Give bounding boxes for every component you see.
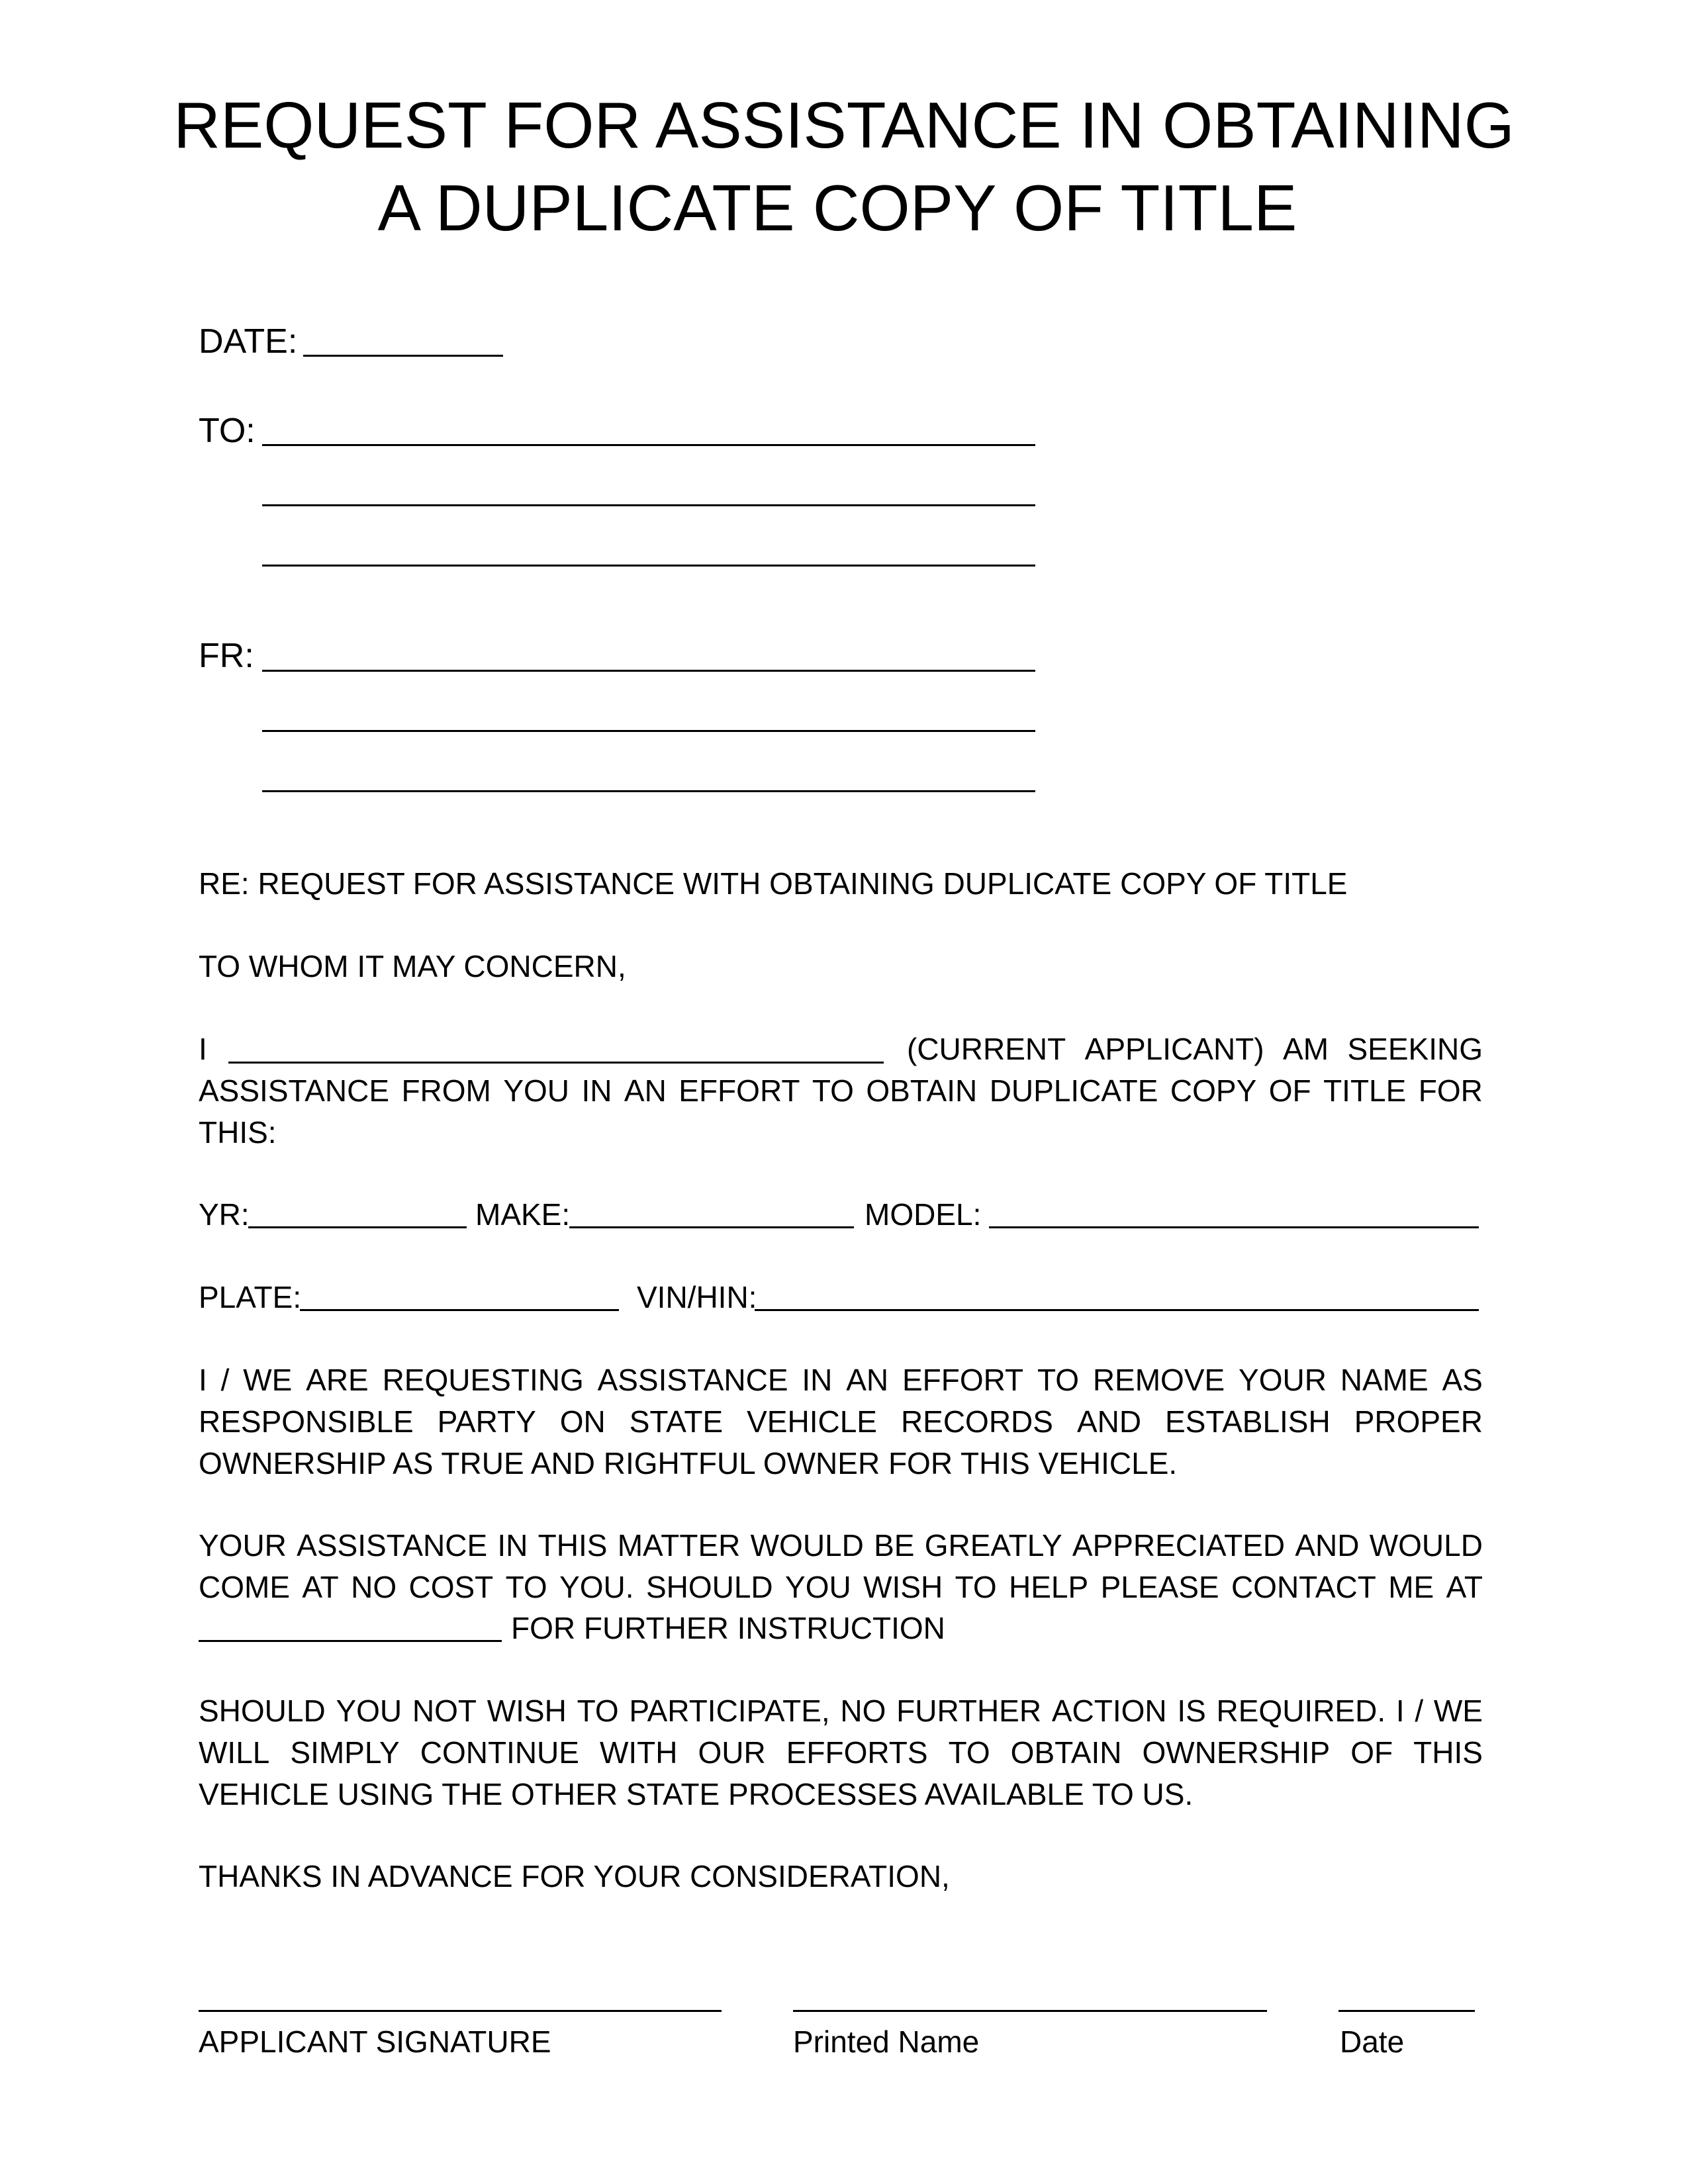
- p1-line-2: [199, 1075, 1483, 1106]
- year-field[interactable]: [248, 1226, 467, 1228]
- p2-word: NAME: [1340, 1363, 1429, 1397]
- from-label: FR:: [199, 637, 254, 675]
- p1-word: OBTAIN: [866, 1073, 978, 1108]
- p3-word: AND: [1295, 1528, 1360, 1563]
- p4-word: YOU: [336, 1694, 402, 1728]
- p4-word: NOT: [412, 1694, 477, 1728]
- p1-word: SEEKING: [1347, 1032, 1483, 1066]
- p3-word: IN: [497, 1528, 528, 1563]
- p3-word: HELP: [1009, 1570, 1089, 1604]
- p3-word: WOULD: [750, 1528, 864, 1563]
- p3-word: PLEASE: [1100, 1570, 1219, 1604]
- p4-word: SHOULD: [199, 1694, 326, 1728]
- make-label: MAKE:: [475, 1197, 571, 1232]
- p3-word: THIS: [538, 1528, 608, 1563]
- p1-word: IN: [581, 1073, 612, 1108]
- applicant-name-field[interactable]: [228, 1062, 884, 1064]
- re-line: RE: REQUEST FOR ASSISTANCE WITH OBTAINING DUPLICATE COPY OF TITLE: [199, 866, 1348, 901]
- salutation: TO WHOM IT MAY CONCERN,: [199, 949, 626, 983]
- p3-word: AT: [1446, 1570, 1483, 1604]
- p1-word: ASSISTANCE: [199, 1073, 389, 1108]
- p3-line-1: [199, 1530, 1483, 1561]
- p1-word: YOU: [503, 1073, 570, 1108]
- p4-word: OF: [1350, 1735, 1393, 1770]
- signature-date-label: Date: [1340, 2025, 1405, 2059]
- to-field-line-2[interactable]: [262, 504, 1035, 506]
- p3-word: YOU.: [559, 1570, 634, 1604]
- p1-word: TO: [812, 1073, 854, 1108]
- plate-label: PLATE:: [199, 1280, 302, 1314]
- p1-word: TITLE: [1323, 1073, 1407, 1108]
- p1-line-1-tail: [907, 1034, 1483, 1064]
- p3-word: ASSISTANCE: [297, 1528, 488, 1563]
- p2-word: AND: [1076, 1404, 1142, 1439]
- p4-line-2: [199, 1737, 1483, 1768]
- p4-word: OBTAIN: [1010, 1735, 1122, 1770]
- year-label: YR:: [199, 1197, 250, 1232]
- document-title-line-2: A DUPLICATE COPY OF TITLE: [377, 171, 1297, 244]
- p4-word: NO: [840, 1694, 886, 1728]
- p4-word: OWNERSHIP: [1142, 1735, 1331, 1770]
- printed-name-label: Printed Name: [793, 2025, 980, 2059]
- p1-word: COPY: [1170, 1073, 1257, 1108]
- p3-word: AT: [302, 1570, 339, 1604]
- p1-word: OF: [1268, 1073, 1311, 1108]
- p4-line-3: VEHICLE USING THE OTHER STATE PROCESSES AVAILABLE TO US.: [199, 1777, 1194, 1811]
- p1-word: EFFORT: [679, 1073, 800, 1108]
- model-field[interactable]: [989, 1226, 1479, 1228]
- p2-line-1: [199, 1365, 1483, 1395]
- p2-word: ARE: [306, 1363, 369, 1397]
- p3-word: APPRECIATED: [1072, 1528, 1286, 1563]
- p4-word: REQUIRED.: [1216, 1694, 1386, 1728]
- p4-word: /: [1415, 1694, 1424, 1728]
- p4-word: CONTINUE: [420, 1735, 579, 1770]
- p1-word: (CURRENT: [907, 1032, 1066, 1066]
- from-field-line-2[interactable]: [262, 730, 1035, 732]
- p4-word: TO: [577, 1694, 619, 1728]
- p2-word: AN: [846, 1363, 889, 1397]
- p3-word: GREATLY: [924, 1528, 1062, 1563]
- printed-name-field[interactable]: [793, 2010, 1267, 2012]
- p2-word: ESTABLISH: [1165, 1404, 1331, 1439]
- p3-word: YOUR: [199, 1528, 287, 1563]
- p4-word: TO: [948, 1735, 990, 1770]
- p2-word: IN: [802, 1363, 833, 1397]
- p2-line-2: [199, 1406, 1483, 1437]
- p3-line-2: [199, 1572, 1483, 1602]
- p1-word: FOR: [1418, 1073, 1483, 1108]
- p3-word: BE: [874, 1528, 915, 1563]
- p4-word: WITH: [599, 1735, 678, 1770]
- p2-word: VEHICLE: [747, 1404, 877, 1439]
- p3-word: SHOULD: [645, 1570, 773, 1604]
- p2-word: /: [220, 1363, 230, 1397]
- p3-word: CONTACT: [1231, 1570, 1376, 1604]
- applicant-signature-field[interactable]: [199, 2010, 722, 2012]
- make-field[interactable]: [569, 1226, 854, 1228]
- p2-word: PROPER: [1354, 1404, 1483, 1439]
- p1-word: AN: [624, 1073, 667, 1108]
- p4-word: ACTION: [1051, 1694, 1167, 1728]
- p1-word: DUPLICATE: [989, 1073, 1158, 1108]
- p3-word: NO: [351, 1570, 397, 1604]
- p4-word: OUR: [698, 1735, 766, 1770]
- applicant-i-label: I: [199, 1032, 207, 1066]
- p2-word: REMOVE: [1092, 1363, 1225, 1397]
- p3-word: WISH: [863, 1570, 943, 1604]
- to-label: TO:: [199, 412, 256, 450]
- contact-info-field[interactable]: [199, 1640, 502, 1642]
- from-field-line-3[interactable]: [262, 790, 1035, 792]
- p3-word: TO: [505, 1570, 547, 1604]
- to-field-line-1[interactable]: [262, 444, 1035, 446]
- p2-word: RESPONSIBLE: [199, 1404, 414, 1439]
- vin-field[interactable]: [755, 1309, 1479, 1311]
- signature-date-field[interactable]: [1338, 2010, 1475, 2012]
- p2-word: ON: [559, 1404, 606, 1439]
- p4-line-1: [199, 1696, 1483, 1726]
- model-label: MODEL:: [865, 1197, 982, 1232]
- p2-line-3: OWNERSHIP AS TRUE AND RIGHTFUL OWNER FOR THIS VEHICLE.: [199, 1446, 1178, 1480]
- p4-word: WE: [1433, 1694, 1483, 1728]
- from-field-line-1[interactable]: [262, 670, 1035, 672]
- p3-word: TO: [955, 1570, 997, 1604]
- p4-word: IS: [1177, 1694, 1206, 1728]
- p2-word: RECORDS: [900, 1404, 1053, 1439]
- plate-field[interactable]: [300, 1309, 619, 1311]
- p2-word: YOUR: [1239, 1363, 1327, 1397]
- p3-line-3-tail: FOR FURTHER INSTRUCTION: [511, 1611, 945, 1645]
- p4-word: THIS: [1413, 1735, 1483, 1770]
- p1-word: AM: [1283, 1032, 1329, 1066]
- p3-word: MATTER: [617, 1528, 741, 1563]
- p3-word: YOU: [785, 1570, 851, 1604]
- p2-word: WE: [243, 1363, 293, 1397]
- p4-word: FURTHER: [896, 1694, 1042, 1728]
- p2-word: STATE: [629, 1404, 724, 1439]
- p4-word: WILL: [199, 1735, 270, 1770]
- p3-word: COST: [408, 1570, 494, 1604]
- p4-word: SIMPLY: [290, 1735, 400, 1770]
- p2-word: EFFORT: [902, 1363, 1024, 1397]
- p4-word: WISH: [487, 1694, 567, 1728]
- p2-word: REQUESTING: [382, 1363, 584, 1397]
- p2-word: TO: [1037, 1363, 1079, 1397]
- p4-word: PARTICIPATE,: [629, 1694, 830, 1728]
- date-field[interactable]: [303, 355, 503, 357]
- date-label: DATE:: [199, 322, 298, 361]
- p4-word: I: [1395, 1694, 1405, 1728]
- p1-word: APPLICANT): [1084, 1032, 1264, 1066]
- closing-line: THANKS IN ADVANCE FOR YOUR CONSIDERATION,: [199, 1859, 950, 1893]
- to-field-line-3[interactable]: [262, 565, 1035, 567]
- applicant-signature-label: APPLICANT SIGNATURE: [199, 2025, 551, 2059]
- p1-word: FROM: [401, 1073, 491, 1108]
- p3-word: ME: [1388, 1570, 1434, 1604]
- p1-line-3: THIS:: [199, 1115, 277, 1150]
- p2-word: ASSISTANCE: [597, 1363, 788, 1397]
- p3-word: WOULD: [1369, 1528, 1483, 1563]
- p2-word: PARTY: [437, 1404, 536, 1439]
- vin-label: VIN/HIN:: [637, 1280, 757, 1314]
- p2-word: AS: [1442, 1363, 1483, 1397]
- document-title-line-1: REQUEST FOR ASSISTANCE IN OBTAINING: [173, 89, 1515, 161]
- p4-word: EFFORTS: [786, 1735, 928, 1770]
- p2-word: I: [199, 1363, 207, 1397]
- p3-word: COME: [199, 1570, 290, 1604]
